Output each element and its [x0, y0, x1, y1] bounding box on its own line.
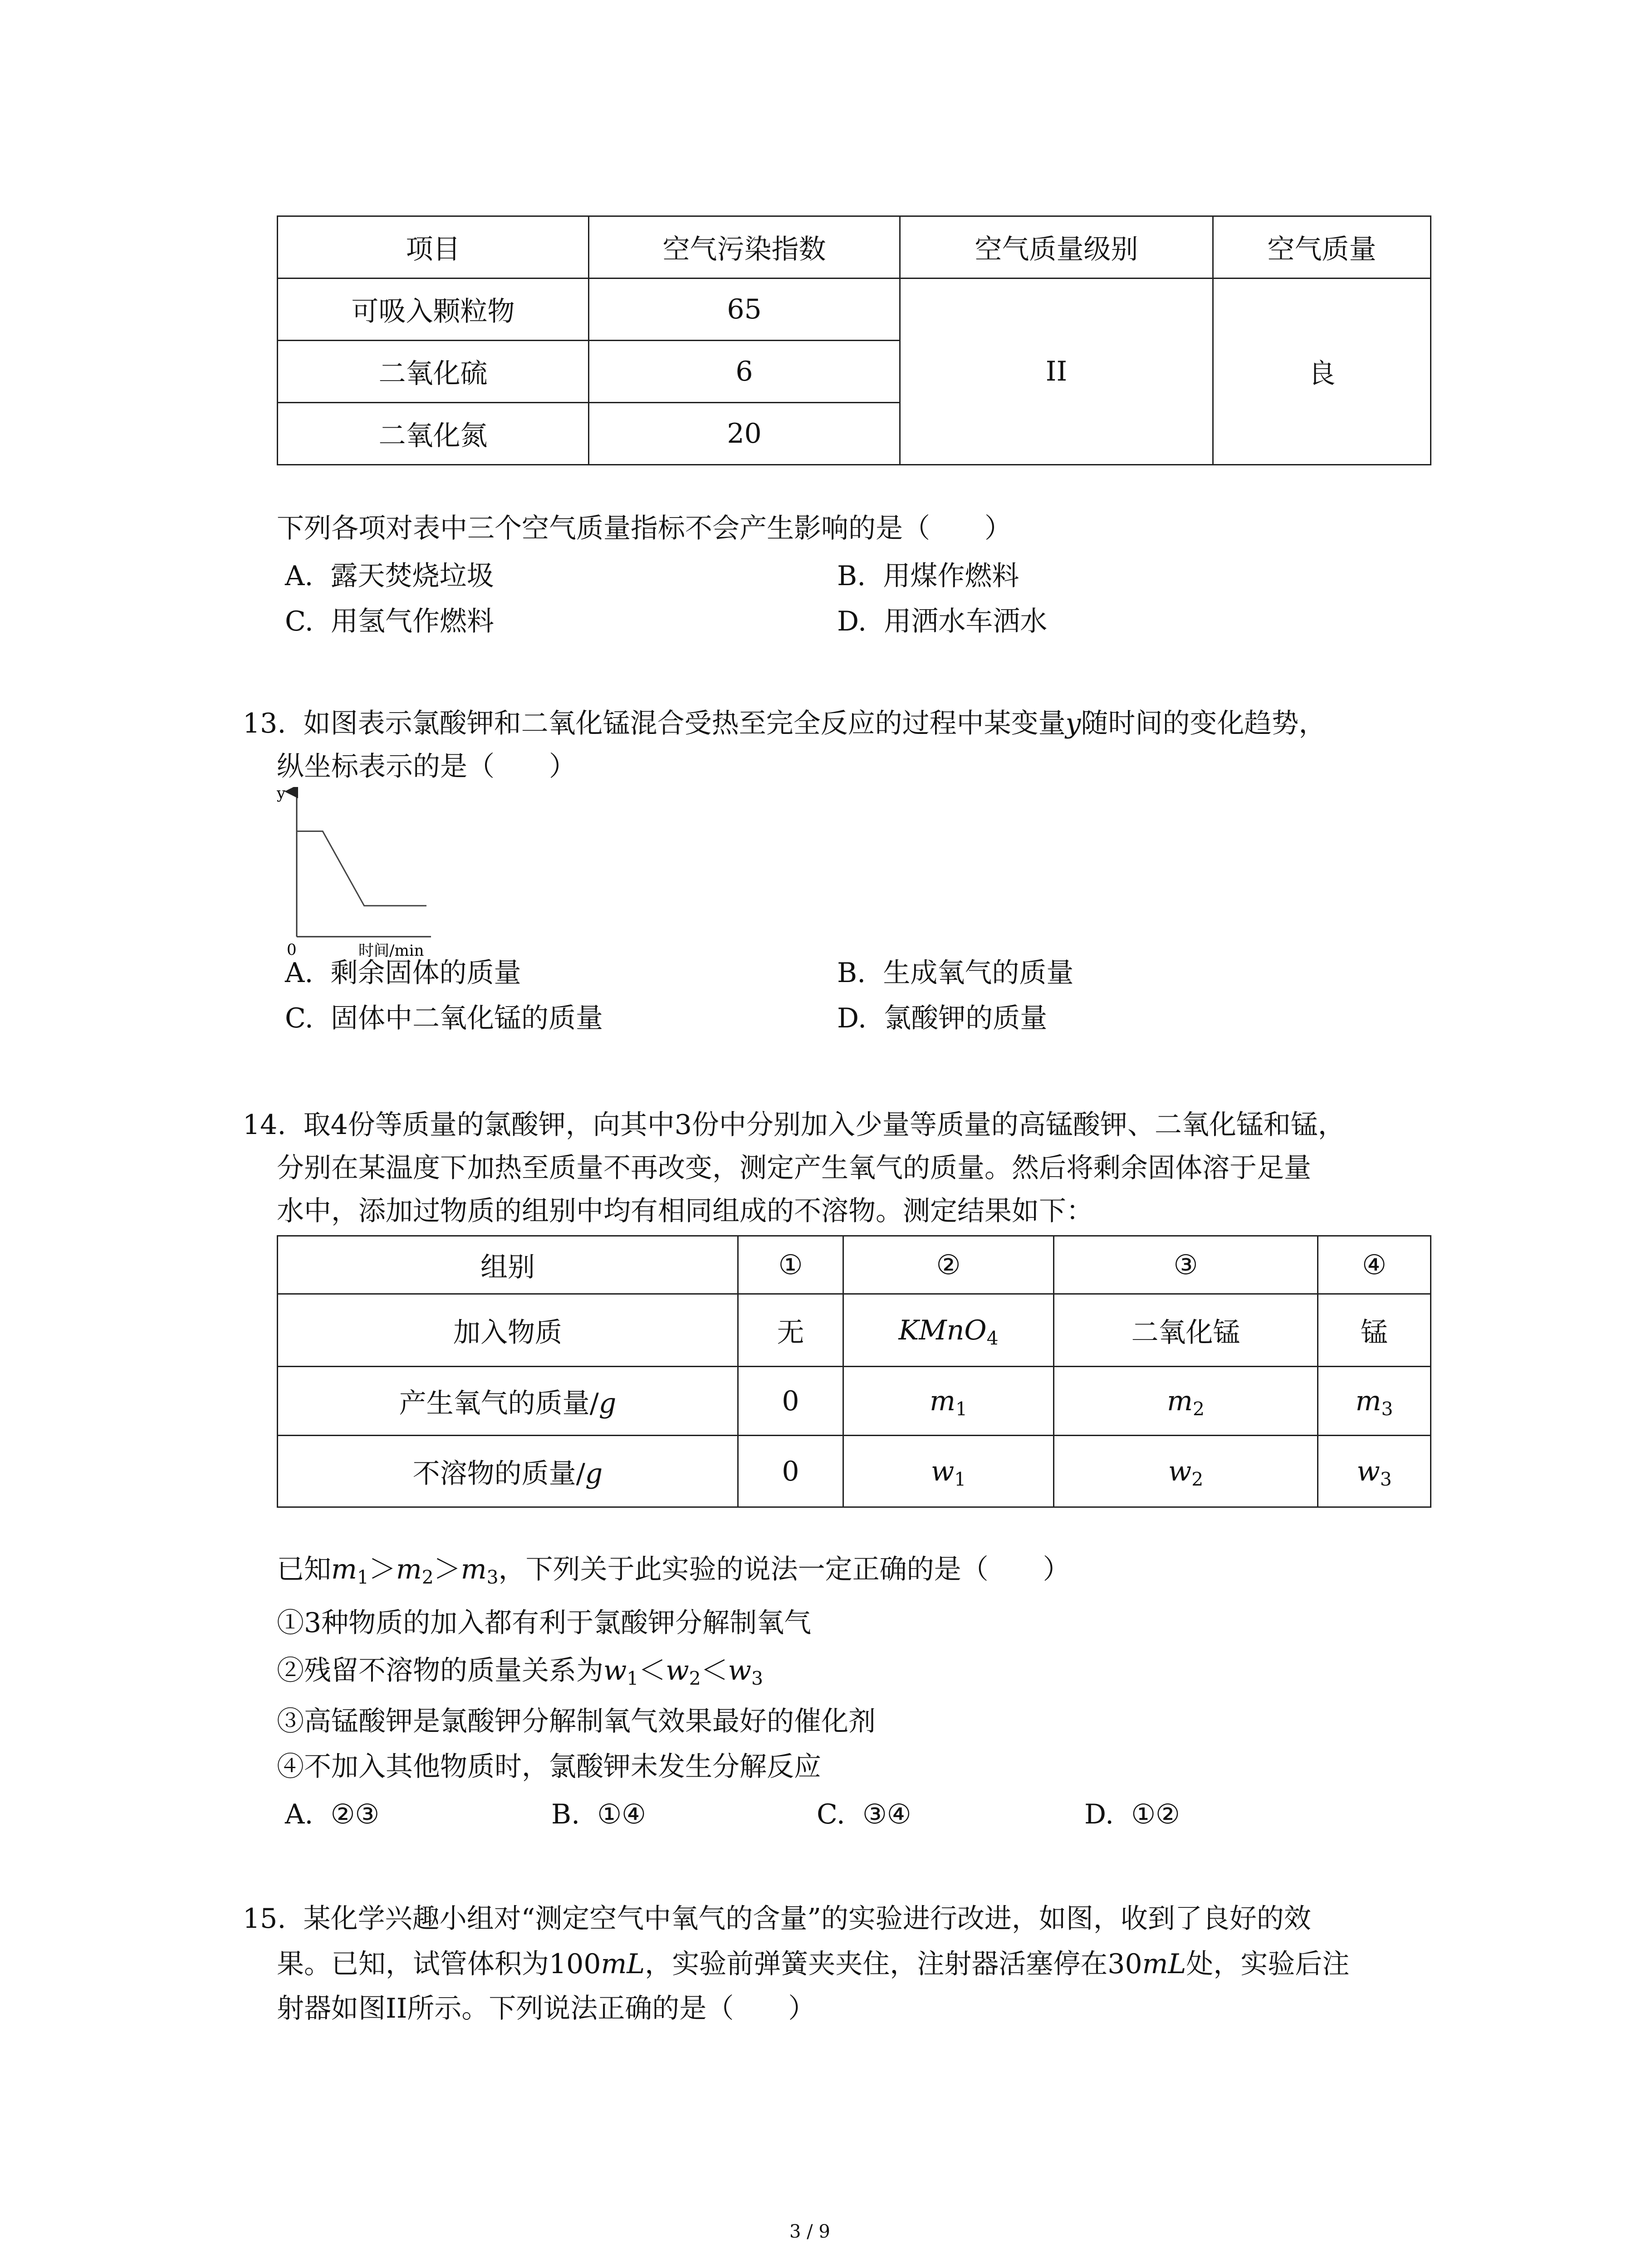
q13-option-a: A. 剩余固体的质量 [285, 957, 521, 989]
group-cell: ④ [1318, 1236, 1431, 1294]
q14-stem-line3: 水中，添加过物质的组别中均有相同组成的不溶物。测定结果如下： [277, 1195, 1093, 1227]
q13-stem-line1: 13. 如图表示氯酸钾和二氧化锰混合受热至完全反应的过程中某变量y随时间的变化趋势， [243, 708, 1326, 739]
experiment-table [277, 1235, 1431, 1508]
table-cell: 二氧化锰 [1054, 1294, 1318, 1367]
q12-option-b: B. 用煤作燃料 [837, 560, 1019, 592]
q14-option-c: C. ③④ [817, 1799, 911, 1830]
series-line [297, 831, 426, 906]
q14-option-a: A. ②③ [285, 1799, 380, 1830]
q15-line3: 射器如图II所示。下列说法正确的是（ ） [277, 1993, 816, 2024]
q13-option-b: B. 生成氧气的质量 [837, 957, 1074, 989]
group-cell: ③ [1054, 1236, 1318, 1294]
table-cell: $w_2$ [1054, 1436, 1318, 1507]
table-cell: 6 [589, 341, 900, 403]
table-header: 空气质量级别 [900, 216, 1213, 279]
q14-option-d: D. ①② [1084, 1799, 1180, 1830]
group-cell: ② [843, 1236, 1054, 1294]
q13-option-d: D. 氯酸钾的质量 [837, 1002, 1048, 1034]
table-cell: $w_3$ [1318, 1436, 1431, 1507]
table-header: 项目 [278, 216, 589, 279]
q13-option-c: C. 固体中二氧化锰的质量 [285, 1002, 603, 1034]
table-cell: 0 [738, 1436, 843, 1507]
table-header: 空气质量 [1213, 216, 1431, 279]
q12-option-c: C. 用氢气作燃料 [285, 606, 494, 637]
x-axis-label: 时间/min [358, 942, 424, 957]
table-cell: 二氧化硫 [278, 341, 589, 403]
q14-statement-4: ④不加入其他物质时，氯酸钾未发生分解反应 [277, 1751, 821, 1783]
q14-stem-line2: 分别在某温度下加热至质量不再改变，测定产生氧气的质量。然后将剩余固体溶于足量 [277, 1152, 1311, 1184]
table-cell: $m_1$ [843, 1367, 1054, 1436]
table-cell: 可吸入颗粒物 [278, 279, 589, 341]
table-cell: $m_3$ [1318, 1367, 1431, 1436]
table-cell: $w_1$ [843, 1436, 1054, 1507]
table-cell: 无 [738, 1294, 843, 1367]
row-header: 组别 [278, 1236, 738, 1294]
q13-chart [277, 787, 454, 964]
table-cell: KMnO$_4$ [843, 1294, 1054, 1367]
q12-stem: 下列各项对表中三个空气质量指标不会产生影响的是（ ） [277, 513, 1012, 544]
air-quality-level: II [900, 279, 1213, 465]
row-header: 加入物质 [278, 1294, 738, 1367]
table-cell: 锰 [1318, 1294, 1431, 1367]
q14-stem-line1: 14. 取4份等质量的氯酸钾，向其中3份中分别加入少量等质量的高锰酸钾、二氧化锰和锰， [243, 1109, 1345, 1141]
table-cell: 20 [589, 403, 900, 465]
table-cell: 二氧化氮 [278, 403, 589, 465]
q14-option-b: B. ①④ [551, 1799, 646, 1830]
group-cell: ① [738, 1236, 843, 1294]
q13-chart-svg [277, 787, 454, 957]
q14-statement-1: ①3种物质的加入都有利于氯酸钾分解制氧气 [277, 1607, 812, 1639]
row-header: 不溶物的质量/g [278, 1436, 738, 1507]
question-number: 13. [243, 708, 286, 739]
page-number: 3 / 9 [789, 2221, 830, 2242]
q14-statement-3: ③高锰酸钾是氯酸钾分解制氧气效果最好的催化剂 [277, 1706, 876, 1737]
row-header: 产生氧气的质量/g [278, 1367, 738, 1436]
q15-line1: 15. 某化学兴趣小组对“测定空气中氧气的含量”的实验进行改进，如图，收到了良好的效 [243, 1903, 1311, 1935]
q13-stem-line2: 纵坐标表示的是（ ） [277, 751, 576, 782]
q12-option-d: D. 用洒水车洒水 [837, 606, 1048, 637]
question-number: 15. [243, 1903, 286, 1935]
table-header: 空气污染指数 [589, 216, 900, 279]
table-cell: 0 [738, 1367, 843, 1436]
q14-statement-2: ②残留不溶物的质量关系为$w_1<w_2<w_3$ [277, 1655, 763, 1690]
y-axis-label: y [277, 787, 286, 802]
q14-known: 已知$m_1>m_2>m_3$，下列关于此实验的说法一定正确的是（ ） [277, 1554, 1070, 1589]
air-quality: 良 [1213, 279, 1431, 465]
table-cell: $m_2$ [1054, 1367, 1318, 1436]
table-cell: 65 [589, 279, 900, 341]
air-quality-table [277, 215, 1431, 465]
q15-line2: 果。已知，试管体积为100mL，实验前弹簧夹夹住，注射器活塞停在30mL处，实验后注 [277, 1948, 1350, 1980]
origin-label: 0 [287, 941, 297, 957]
q12-option-a: A. 露天焚烧垃圾 [285, 560, 494, 592]
question-number: 14. [243, 1109, 286, 1141]
